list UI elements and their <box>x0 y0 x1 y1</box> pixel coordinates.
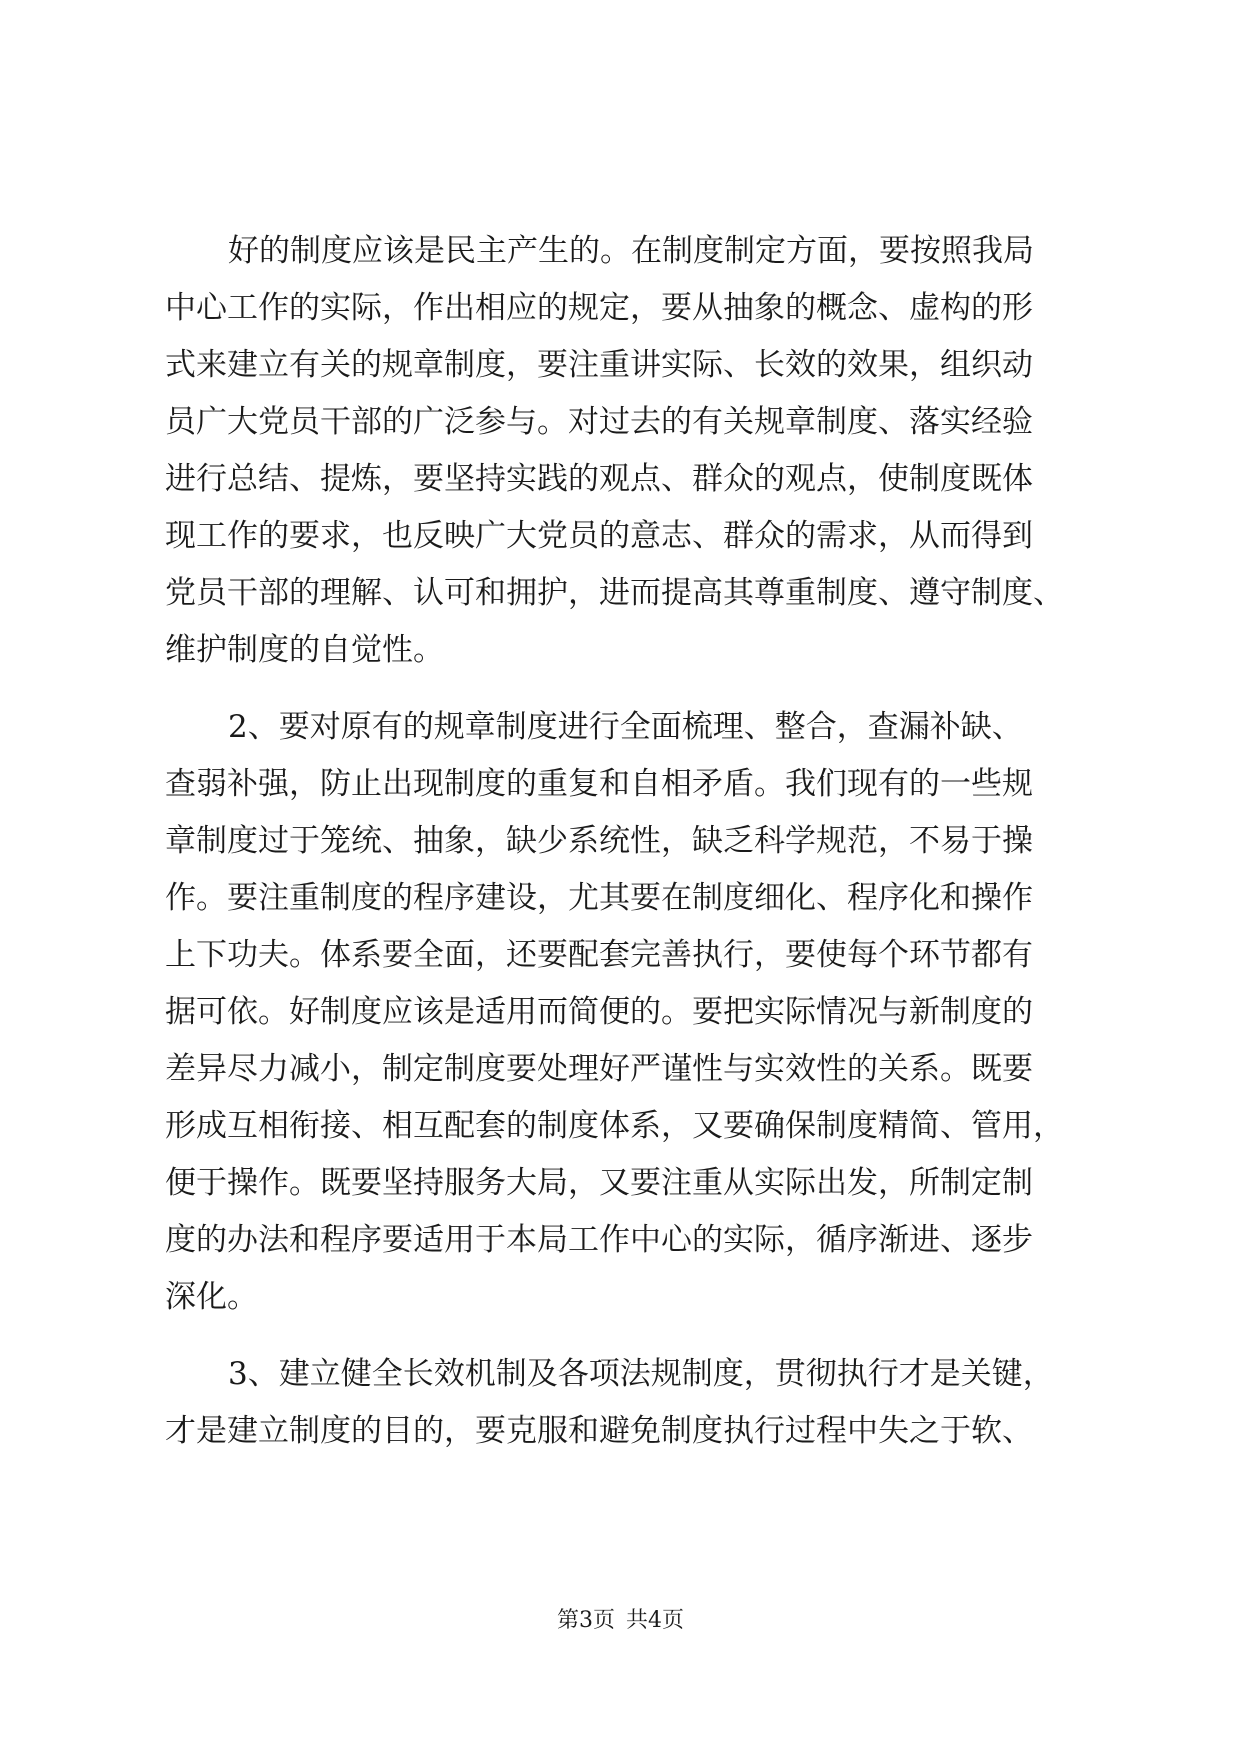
document-body <box>165 223 1083 1480</box>
text-line: 式来建立有关的规章制度，要注重讲实际、长效的效果，组织动 <box>165 347 1033 383</box>
text-line: 维护制度的自觉性。 <box>165 632 444 668</box>
text-line: 深化。 <box>165 1279 258 1315</box>
text-line: 章制度过于笼统、抽象，缺少系统性，缺乏科学规范，不易于操 <box>165 823 1033 859</box>
text-line: 员广大党员干部的广泛参与。对过去的有关规章制度、落实经验 <box>165 404 1033 440</box>
text-line: 现工作的要求，也反映广大党员的意志、群众的需求，从而得到 <box>165 518 1033 554</box>
page-footer <box>0 1606 1241 1636</box>
page-number: 第3页 <box>557 1608 615 1633</box>
text-line: 据可依。好制度应该是适用而简便的。要把实际情况与新制度的 <box>165 994 1033 1030</box>
paragraph-2 <box>165 699 1083 1326</box>
text-line: 度的办法和程序要适用于本局工作中心的实际，循序渐进、逐步 <box>165 1222 1033 1258</box>
text-line: 进行总结、提炼，要坚持实践的观点、群众的观点，使制度既体 <box>165 461 1033 497</box>
page-total: 共4页 <box>626 1608 684 1633</box>
paragraph-3 <box>165 1346 1083 1460</box>
text-line: 上下功夫。体系要全面，还要配套完善执行，要使每个环节都有 <box>165 937 1033 973</box>
text-line: 查弱补强，防止出现制度的重复和自相矛盾。我们现有的一些规 <box>165 766 1033 802</box>
text-line: 形成互相衔接、相互配套的制度体系，又要确保制度精简、管用， <box>165 1108 1064 1144</box>
text-line: 党员干部的理解、认可和拥护，进而提高其尊重制度、遵守制度、 <box>165 575 1064 611</box>
text-line: 作。要注重制度的程序建设，尤其要在制度细化、程序化和操作 <box>165 880 1033 916</box>
text-line: 2、要对原有的规章制度进行全面梳理、整合，查漏补缺、 <box>228 709 1023 745</box>
text-line: 中心工作的实际，作出相应的规定，要从抽象的概念、虚构的形 <box>165 290 1033 326</box>
text-line: 才是建立制度的目的，要克服和避免制度执行过程中失之于软、 <box>165 1413 1033 1449</box>
text-line: 差异尽力减小，制定制度要处理好严谨性与实效性的关系。既要 <box>165 1051 1033 1087</box>
text-line: 好的制度应该是民主产生的。在制度制定方面，要按照我局 <box>228 233 1034 269</box>
paragraph-1 <box>165 223 1083 679</box>
text-line: 便于操作。既要坚持服务大局，又要注重从实际出发，所制定制 <box>165 1165 1033 1201</box>
text-line: 3、建立健全长效机制及各项法规制度，贯彻执行才是关键， <box>228 1356 1054 1392</box>
